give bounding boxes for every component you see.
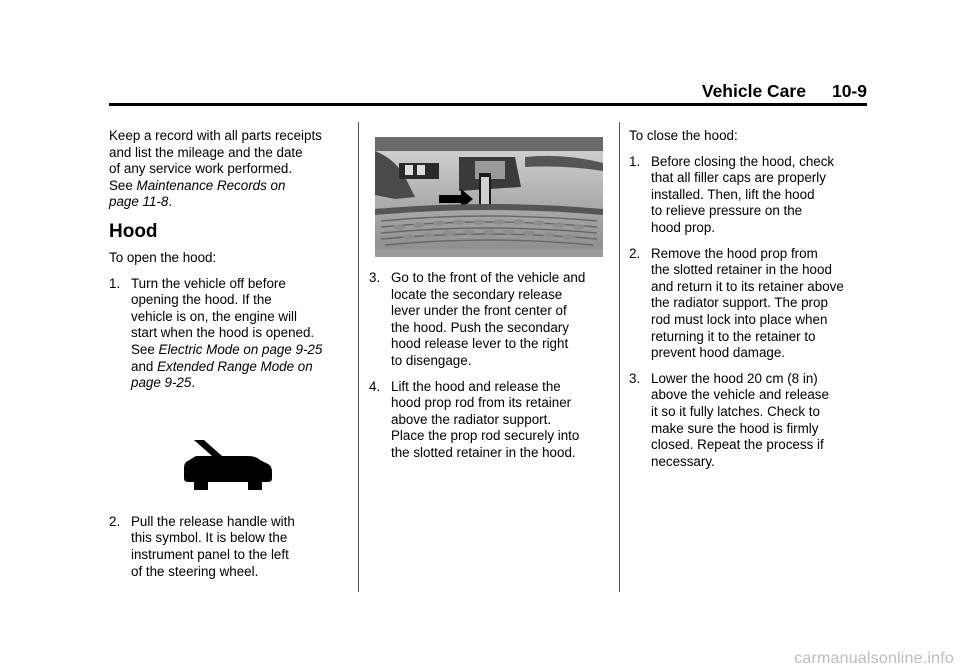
column-divider-2 bbox=[619, 122, 620, 592]
open-intro: To open the hood: bbox=[109, 249, 217, 265]
intro-paragraph: Keep a record with all parts receipts and list the mileage and the date of any service work performed. See Maintenance Records on page 11-8. bbox=[109, 128, 322, 210]
link-electric-mode[interactable]: Electric Mode on page 9-25 bbox=[158, 341, 323, 357]
hood-latch-photo bbox=[375, 137, 603, 257]
open-step-1: 1. Turn the vehicle off before opening the hood. If the vehicle is on, the engine will start when the hood is opened. See Electric Mode on page 9-25 and Extended Range Mode on page 9-25. bbox=[109, 275, 323, 391]
watermark: carmanualsonline.info bbox=[794, 650, 954, 667]
header-text bbox=[702, 81, 867, 102]
column-2 bbox=[369, 128, 614, 471]
header-section: Vehicle Care bbox=[701, 81, 806, 101]
open-step-4: 4. Lift the hood and release the hood prop rod from its retainer above the radiator support. Place the prop rod securely into the slotted retainer in the hood. bbox=[369, 378, 580, 460]
link-page-11-8[interactable]: page 11-8 bbox=[109, 194, 169, 210]
column-divider-1 bbox=[358, 122, 359, 592]
close-step-1: 1. Before closing the hood, check that all filler caps are properly installed. Then, lift the hood to relieve pressure on the hood prop. bbox=[629, 153, 835, 235]
header-rule bbox=[109, 103, 867, 106]
link-maintenance-records[interactable]: Maintenance Records on bbox=[136, 177, 286, 193]
column-3 bbox=[629, 128, 869, 479]
close-step-3: 3. Lower the hood 20 cm (8 in) above the vehicle and release it so it fully latches. Check to make sure the hood is firmly closed. Repeat the process if necessary. bbox=[629, 370, 829, 469]
open-step-3: 3. Go to the front of the vehicle and locate the secondary release lever under the front center of the hood. Push the secondary hood release lever to the right to disengage. bbox=[369, 270, 586, 368]
column-1 bbox=[109, 128, 349, 589]
open-step-2: 2. Pull the release handle with this symbol. It is below the instrument panel to the left of the steering wheel. bbox=[109, 513, 295, 579]
section-heading-hood: Hood bbox=[109, 220, 158, 242]
link-page-9-25[interactable]: page 9-25 bbox=[131, 375, 192, 391]
hood-release-icon bbox=[182, 436, 274, 492]
link-extended-range-mode[interactable]: Extended Range Mode on bbox=[157, 358, 313, 374]
close-intro: To close the hood: bbox=[629, 128, 738, 143]
close-step-2: 2. Remove the hood prop from the slotted retainer in the hood and return it to its retainer above the radiator support. The prop rod must lock into place when returning it to the retainer to prevent hood damage. bbox=[629, 245, 844, 361]
header-page-number: 10-9 bbox=[831, 81, 867, 101]
page-header bbox=[109, 81, 867, 105]
